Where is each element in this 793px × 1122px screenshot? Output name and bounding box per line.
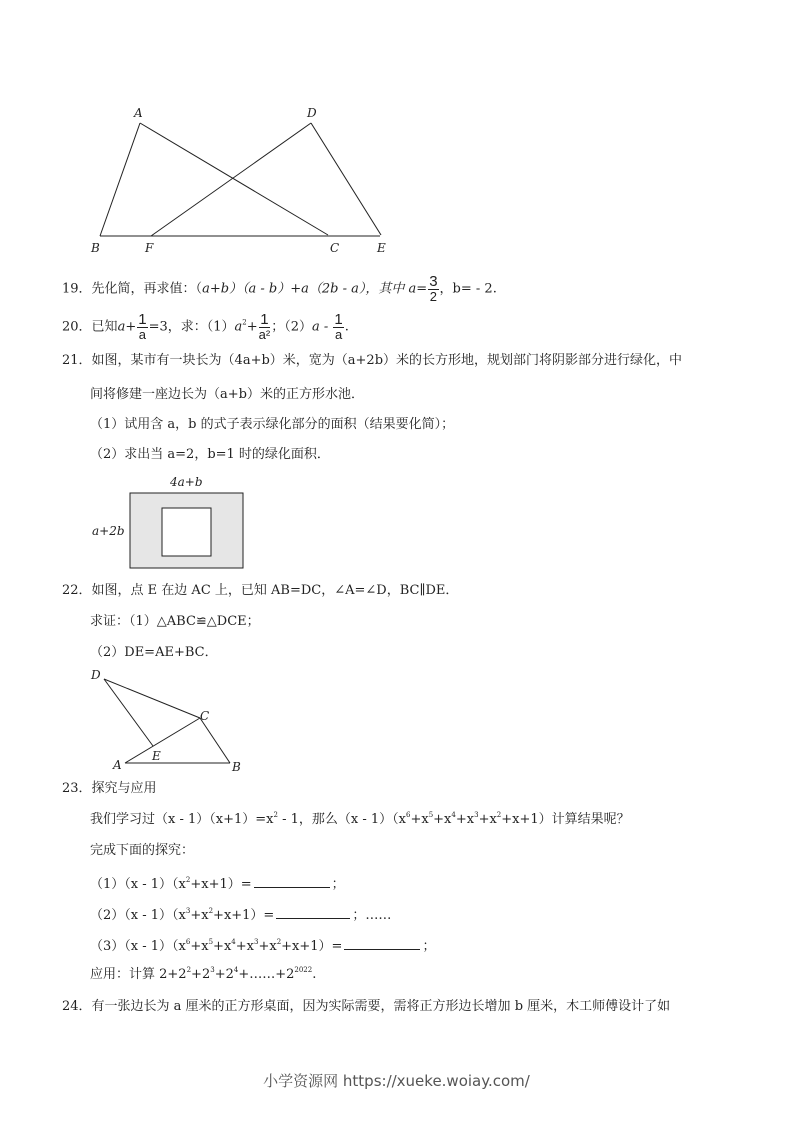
sup: 3 [474, 811, 479, 819]
q22-text: 如图，点 E 在边 AC 上，已知 AB=DC，∠A=∠D，BC∥DE． [91, 583, 459, 598]
sup: 4 [233, 966, 239, 974]
label-C: C [330, 241, 340, 255]
q19-a-fraction: $\frac{3}{2}$ [429, 273, 438, 304]
q23-item3-prefix: （3）（x - 1）（x [90, 939, 186, 954]
sup: 2 [185, 876, 191, 884]
figure-triangles-abc-def [0, 0, 793, 260]
q23-item1-prefix: （1）（x - 1）（x [90, 877, 186, 892]
sup: 2 [496, 811, 502, 819]
q23-apply-c: +2 [214, 967, 234, 982]
label-E: E [152, 749, 161, 763]
q20-text: 已知 [91, 319, 118, 335]
q23-item2-prefix: （2）（x - 1）（x [90, 908, 186, 923]
figure-triangles-abc-dce [80, 665, 280, 775]
q23-item2-mid: +x [190, 908, 209, 923]
plus-x: +x [190, 939, 209, 954]
q22-number: 22． [62, 583, 92, 598]
q19-expression: a+b）（a - b）+a（2b - a），其中 [202, 281, 405, 297]
q20-part2: a - [311, 319, 333, 335]
sup: 2 [276, 938, 282, 946]
q21-sub1: （1）试用含 a，b 的式子表示绿化部分的面积（结果要化简）； [90, 417, 455, 432]
q23-application [90, 966, 316, 984]
q23-apply-a: 应用：计算 2+2 [90, 967, 187, 982]
label-A: A [113, 758, 122, 772]
figure-rectangle-pool [80, 470, 280, 580]
sup: 5 [428, 811, 434, 819]
plus-x: +x [258, 939, 277, 954]
q23-intro-b: - 1，那么（x - 1）（x [277, 812, 406, 827]
answer-blank-2[interactable] [276, 904, 350, 919]
label-B: B [232, 760, 241, 774]
q24-text: 有一张边长为 a 厘米的正方形桌面，因为实际需要，需将正方形边长增加 b 厘米，木工师傅设计了如 [91, 999, 671, 1014]
q20-number: 20． [62, 319, 92, 335]
q23-intro-d: +x+1）计算结果呢？ [501, 812, 630, 827]
sup: 3 [253, 938, 259, 946]
label-F: F [145, 241, 154, 255]
q20-end: . [344, 319, 349, 335]
q23-item2-end: ；…… [352, 908, 392, 923]
q23-item2 [90, 904, 391, 925]
q22-prove2: （2）DE=AE+BC． [90, 645, 218, 660]
q19-text: 先化简，再求值：（ [91, 281, 203, 297]
q23-title: 探究与应用 [91, 781, 157, 796]
sup-2022: 2022 [294, 966, 313, 974]
q20-eq: =3，求：（1） [148, 319, 235, 335]
q20-part1-fraction: $\frac{1}{\text{a²}}$ [258, 311, 271, 342]
q24-number: 24． [62, 999, 92, 1014]
sup: 4 [231, 938, 236, 946]
sup: 3 [185, 907, 191, 915]
q23-prompt: 完成下面的探究： [90, 843, 195, 858]
label-D: D [91, 668, 101, 682]
answer-blank-1[interactable] [254, 873, 330, 888]
q23-item3 [90, 935, 435, 956]
sup: 2 [186, 966, 192, 974]
q23-intro-c: +x [455, 812, 475, 827]
q23-intro-c: +x [478, 812, 497, 827]
question-20 [62, 312, 349, 342]
q20-sup: 2 [242, 318, 247, 327]
q20-part2-fraction: $\frac{1}{a}$ [334, 311, 343, 342]
q23-number: 23． [62, 781, 92, 796]
label-length: 4a+b [170, 475, 203, 489]
q23-apply-d: +……+2 [238, 967, 295, 982]
question-22-line1 [62, 582, 458, 600]
q20-plus: + [246, 319, 258, 335]
sup: 6 [405, 811, 411, 819]
q23-intro-c: +x [433, 812, 452, 827]
sup: 5 [208, 938, 214, 946]
plus-x: +x [213, 939, 232, 954]
sup: 4 [451, 811, 456, 819]
question-23-title [62, 780, 157, 798]
q19-a-eq: a= [408, 281, 428, 297]
q21-text-line1: 如图，某市有一块长为（4a+b）米，宽为（a+2b）米的长方形地，规划部门将阴影部分进行绿化，中 [91, 353, 683, 368]
label-C: C [200, 709, 210, 723]
q20-sep: ；（2） [271, 319, 312, 335]
label-B: B [91, 241, 100, 255]
plus-x: +x [235, 939, 254, 954]
q23-apply-b: +2 [191, 967, 211, 982]
q21-text-line2: 间将修建一座边长为（a+b）米的正方形水池． [90, 387, 364, 402]
sup: 2 [273, 811, 278, 819]
sup: 2 [208, 907, 214, 915]
q23-item2-suffix: +x+1）= [213, 908, 275, 923]
q23-item1 [90, 873, 345, 894]
question-21-line1 [62, 352, 682, 370]
q23-item1-end: ； [331, 877, 345, 892]
q21-number: 21． [62, 353, 92, 368]
q23-intro-a: 我们学习过（x - 1）（x+1）=x [90, 812, 274, 827]
label-D: D [307, 106, 317, 120]
question-19 [62, 274, 497, 304]
q23-apply-end: . [312, 967, 317, 982]
q23-intro [90, 811, 630, 829]
q20-part1: a [234, 319, 243, 335]
q23-item1-suffix: +x+1）= [190, 877, 252, 892]
label-A: A [134, 106, 143, 120]
sup: 6 [185, 938, 191, 946]
question-24 [62, 998, 670, 1016]
q20-lhs: a+ [117, 319, 137, 335]
q19-b-eq: ，b= - 2. [439, 281, 497, 297]
q23-item3-end: ； [422, 939, 436, 954]
footer-watermark: 小学资源网 https://xueke.woiay.com/ [263, 1072, 530, 1090]
answer-blank-3[interactable] [344, 935, 420, 950]
q23-item3-suffix: +x+1）= [281, 939, 343, 954]
q20-fraction: $\frac{1}{a}$ [138, 311, 147, 342]
q19-number: 19． [62, 281, 92, 297]
q21-sub2: （2）求出当 a=2，b=1 时的绿化面积． [90, 447, 330, 462]
label-E: E [377, 241, 386, 255]
q22-prove1: 求证：（1）△ABC≌△DCE； [90, 614, 260, 629]
sup: 3 [210, 966, 215, 974]
label-width: a+2b [92, 524, 125, 538]
q23-intro-c: +x [410, 812, 429, 827]
